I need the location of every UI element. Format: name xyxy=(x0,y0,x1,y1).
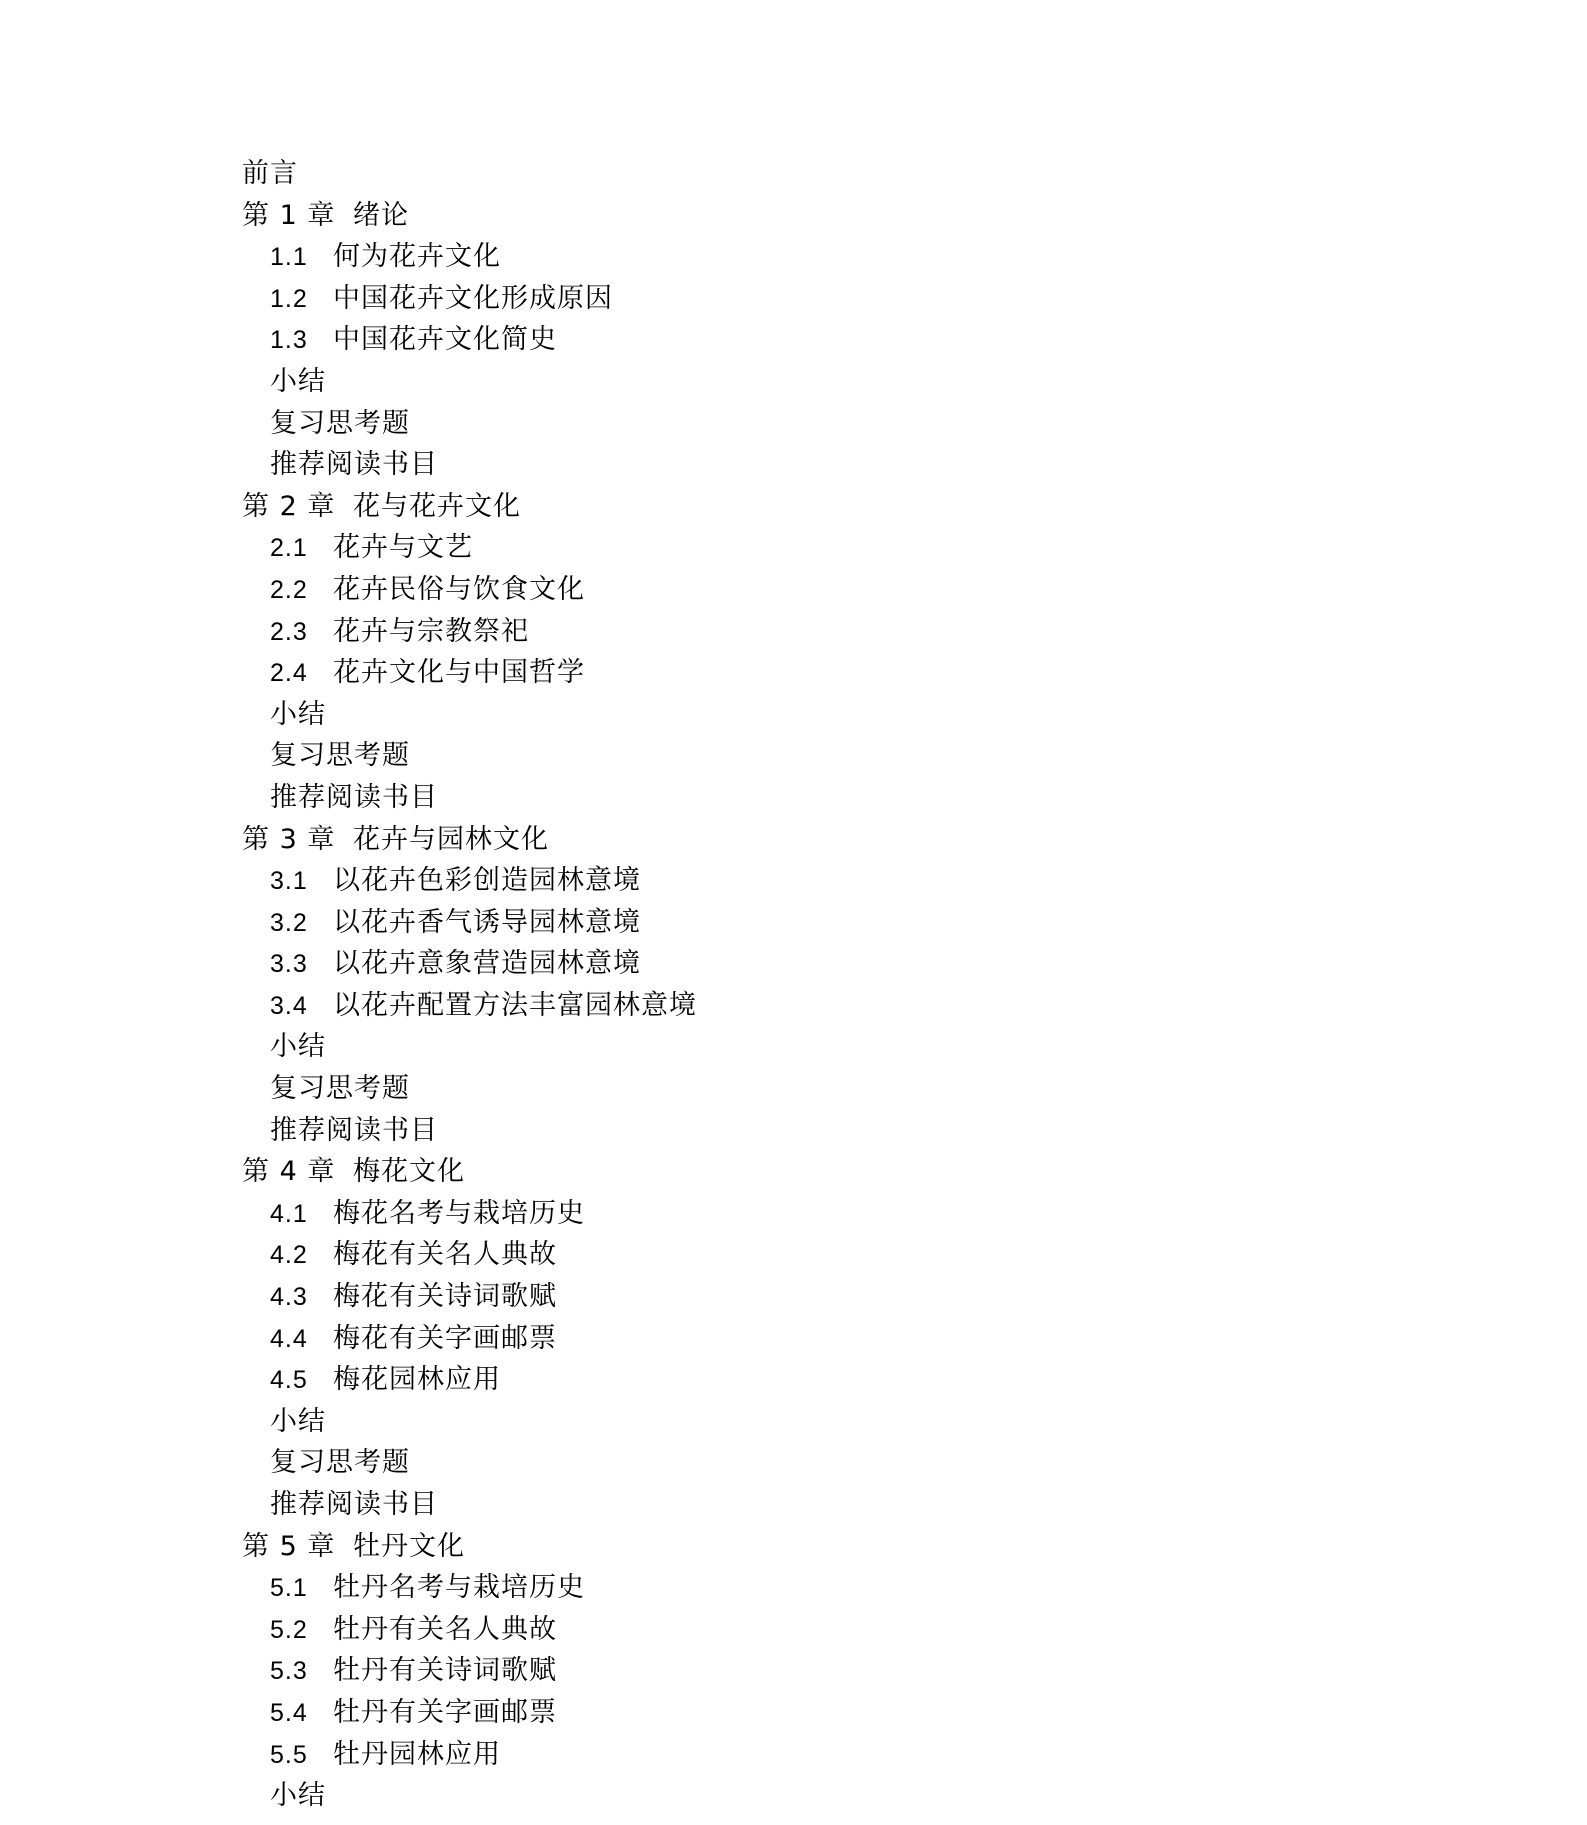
section-entry xyxy=(242,319,1442,361)
section-title: 牡丹有关名人典故 xyxy=(333,1613,557,1645)
section-number: 3.4 xyxy=(270,991,308,1020)
section-title: 花卉民俗与饮食文化 xyxy=(333,573,585,605)
section-number: 4.2 xyxy=(270,1241,308,1270)
section-number: 5.5 xyxy=(270,1740,308,1769)
section-number: 2.1 xyxy=(270,534,308,563)
chapter-extra-entry: 小结 xyxy=(270,365,326,397)
chapter-extra-entry: 小结 xyxy=(270,1031,326,1063)
section-title: 梅花有关名人典故 xyxy=(333,1239,557,1271)
chapter-number: 第 1 章 xyxy=(242,199,336,231)
chapter-heading xyxy=(242,486,1442,528)
section-number: 2.2 xyxy=(270,575,308,604)
section-number: 5.1 xyxy=(270,1574,308,1603)
section-entry xyxy=(242,569,1442,611)
section-title: 中国花卉文化形成原因 xyxy=(333,282,613,314)
section-title: 以花卉香气诱导园林意境 xyxy=(333,906,641,938)
section-entry xyxy=(242,860,1442,902)
section-number: 4.5 xyxy=(270,1366,308,1395)
section-title: 牡丹有关诗词歌赋 xyxy=(333,1655,557,1687)
chapter-extra-entry: 推荐阅读书目 xyxy=(270,1489,438,1520)
section-entry xyxy=(242,1234,1442,1276)
section-title: 牡丹园林应用 xyxy=(333,1738,501,1770)
chapter-number: 第 2 章 xyxy=(242,490,336,522)
section-number: 2.4 xyxy=(270,659,308,688)
section-title: 花卉文化与中国哲学 xyxy=(333,657,585,689)
section-entry xyxy=(242,1193,1442,1235)
section-entry xyxy=(242,278,1442,320)
chapter-extra-entry: 复习思考题 xyxy=(270,1447,410,1479)
chapter-extra-entry: 小结 xyxy=(270,1405,326,1437)
section-entry xyxy=(242,1359,1442,1401)
section-title: 梅花有关字画邮票 xyxy=(333,1322,557,1354)
chapter-extra-entry: 复习思考题 xyxy=(270,1073,410,1105)
section-entry xyxy=(242,1609,1442,1651)
section-entry xyxy=(242,1650,1442,1692)
section-number: 2.3 xyxy=(270,617,308,646)
chapter-heading xyxy=(242,1526,1442,1568)
chapter-extra-entry: 推荐阅读书目 xyxy=(270,1114,438,1146)
section-title: 花卉与宗教祭祀 xyxy=(333,615,529,647)
section-entry xyxy=(242,527,1442,569)
section-entry xyxy=(242,611,1442,653)
chapter-title: 花与花卉文化 xyxy=(353,490,521,522)
chapter-title: 绪论 xyxy=(353,199,409,231)
section-title: 何为花卉文化 xyxy=(333,241,501,273)
section-number: 1.1 xyxy=(270,243,308,272)
section-entry xyxy=(242,652,1442,694)
section-entry xyxy=(242,985,1442,1027)
chapter-heading xyxy=(242,195,1442,237)
section-title: 梅花有关诗词歌赋 xyxy=(333,1281,557,1313)
section-entry xyxy=(242,1692,1442,1734)
section-number: 5.2 xyxy=(270,1615,308,1644)
chapter-extra-entry: 推荐阅读书目 xyxy=(270,449,438,481)
section-number: 5.3 xyxy=(270,1657,308,1686)
section-number: 4.1 xyxy=(270,1199,308,1228)
preface-entry: 前言 xyxy=(242,158,298,189)
section-entry xyxy=(242,1318,1442,1360)
chapter-title: 牡丹文化 xyxy=(353,1530,465,1562)
section-title: 以花卉意象营造园林意境 xyxy=(333,948,641,980)
section-number: 1.2 xyxy=(270,284,308,313)
section-number: 4.4 xyxy=(270,1324,308,1353)
chapter-extra-entry: 复习思考题 xyxy=(270,407,410,439)
section-entry xyxy=(242,1276,1442,1318)
chapter-extra-entry: 推荐阅读书目 xyxy=(270,781,438,813)
chapter-extra-entry: 小结 xyxy=(270,698,326,730)
section-number: 3.3 xyxy=(270,950,308,979)
section-title: 花卉与文艺 xyxy=(333,532,473,564)
section-title: 中国花卉文化简史 xyxy=(333,324,557,356)
section-number: 4.3 xyxy=(270,1283,308,1312)
section-number: 3.1 xyxy=(270,867,308,896)
section-title: 梅花园林应用 xyxy=(333,1364,501,1396)
section-title: 梅花名考与栽培历史 xyxy=(333,1197,585,1229)
table-of-contents xyxy=(242,153,1442,1817)
section-title: 牡丹名考与栽培历史 xyxy=(333,1572,585,1604)
chapter-extra-entry: 复习思考题 xyxy=(270,740,410,772)
section-number: 3.2 xyxy=(270,908,308,937)
chapter-title: 花卉与园林文化 xyxy=(353,823,549,855)
section-entry xyxy=(242,1734,1442,1776)
section-entry xyxy=(242,943,1442,985)
section-number: 1.3 xyxy=(270,326,308,355)
chapter-number: 第 5 章 xyxy=(242,1530,336,1562)
section-entry xyxy=(242,236,1442,278)
section-title: 以花卉配置方法丰富园林意境 xyxy=(333,989,697,1021)
chapter-title: 梅花文化 xyxy=(353,1156,465,1188)
section-title: 以花卉色彩创造园林意境 xyxy=(333,865,641,897)
chapter-number: 第 4 章 xyxy=(242,1156,336,1188)
section-title: 牡丹有关字画邮票 xyxy=(333,1696,557,1728)
chapter-heading xyxy=(242,819,1442,861)
chapter-extra-entry: 小结 xyxy=(270,1780,326,1812)
chapter-heading xyxy=(242,1151,1442,1193)
chapter-number: 第 3 章 xyxy=(242,823,336,855)
section-entry xyxy=(242,902,1442,944)
section-number: 5.4 xyxy=(270,1698,308,1727)
section-entry xyxy=(242,1567,1442,1609)
